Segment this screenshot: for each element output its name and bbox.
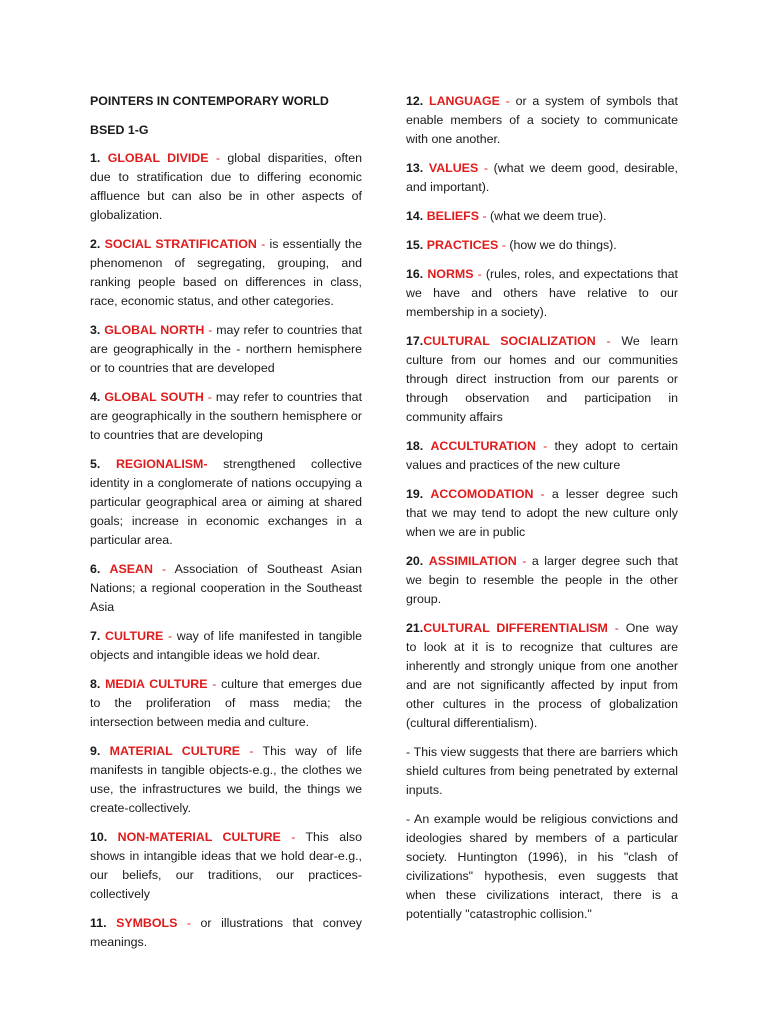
entry-number: 14. [406,209,424,223]
left-entry-list [90,149,362,952]
term-entry [406,332,678,427]
entry-number: 11. [90,916,107,930]
entry-number: 15. [406,238,424,252]
entry-number: 7. [90,629,101,643]
term-entry [90,675,362,732]
term-entry [406,437,678,475]
entry-definition: (how we do things). [509,238,617,252]
explanation-paragraph: - An example would be religious convictions and ideologies shared by members of a particular society. Huntington (1996), in his "clash of civilizations" hypothesis, even suggests that when these civilizations interact, there is a potentially "catastrophic collision." [406,812,678,921]
term-entry [90,235,362,311]
entry-term: GLOBAL NORTH [104,323,205,337]
entry-number: 12. [406,94,424,108]
entry-definition: One way to look at it is to recognize that cultures are inherently and strongly unique from one another and are not significantly affected by input from other cultures in the process of globalization (cultural differentialism). [406,621,678,730]
term-entry [90,914,362,952]
entry-number: 4. [90,390,101,404]
section-label: BSED 1-G [90,123,149,137]
entry-number: 16. [406,267,424,281]
entry-term: LANGUAGE [429,94,500,108]
entry-definition: culture that emerges due to the proliferation of mass media; the intersection between media and culture. [90,677,362,729]
entry-definition: (rules, roles, and expectations that we have and others have relative to our membership in a society). [406,267,678,319]
entry-term: NON-MATERIAL CULTURE [117,830,281,844]
entry-separator: - [473,267,486,281]
entry-number: 6. [90,562,101,576]
entry-separator: - [516,554,532,568]
term-entry [406,159,678,197]
term-entry [90,742,362,818]
entry-separator: - [204,323,217,337]
term-entry [406,485,678,542]
entry-term: CULTURAL DIFFERENTIALISM [423,621,608,635]
entry-number: 5. [90,457,101,471]
term-entry [90,321,362,378]
entry-separator: - [152,562,175,576]
entry-term: GLOBAL DIVIDE [107,151,209,165]
term-entry [90,455,362,550]
entry-definition: may refer to countries that are geographically in the southern hemisphere or to countries that are developing [90,390,363,442]
entry-number: 9. [90,744,101,758]
entry-term: PRACTICES [426,238,499,252]
explanation-paragraph: - This view suggests that there are barriers which shield cultures from being penetrated by external inputs. [406,745,678,797]
term-entry [90,149,362,225]
entry-separator: - [177,916,201,930]
term-entry [90,627,362,665]
entry-term: NORMS [427,267,474,281]
entry-definition: they adopt to certain values and practices of the new culture [406,439,679,472]
entry-separator: - [498,238,510,252]
right-paragraph-list [406,743,678,924]
entry-number: 13. [406,161,424,175]
entry-definition: a lesser degree such that we may tend to adopt the new culture only when we are in public [406,487,678,539]
entry-separator: - [595,334,622,348]
entry-definition: way of life manifested in tangible objects and intangible ideas we hold dear. [90,629,362,662]
entry-definition: This way of life manifests in tangible objects-e.g., the clothes we use, the infrastructures we build, the things we create-collectively. [90,744,362,815]
entry-separator: - [479,209,491,223]
term-entry [406,236,678,255]
entry-separator: - [208,151,228,165]
term-entry [90,560,362,617]
entry-term: ACCOMODATION [430,487,534,501]
entry-term: REGIONALISM- [115,457,208,471]
entry-number: 18. [406,439,424,453]
entry-term: SOCIAL STRATIFICATION [104,237,257,251]
entry-separator: - [240,744,263,758]
term-entry [406,552,678,609]
left-column [90,92,362,962]
entry-term: MATERIAL CULTURE [109,744,241,758]
entry-definition: may refer to countries that are geographically in the - northern hemisphere or to countries that are developed [90,323,362,375]
entry-number: 21. [406,621,424,635]
entry-term: GLOBAL SOUTH [104,390,204,404]
entry-term: CULTURAL SOCIALIZATION [423,334,596,348]
entry-definition: strengthened collective identity in a conglomerate of nations occupying a particular geographical area or aiming at shared goals; increase in economic exchanges in a particular area. [90,457,362,547]
entry-separator [208,457,224,471]
entry-separator: - [280,830,306,844]
right-column [406,92,678,934]
entry-definition: Association of Southeast Asian Nations; a regional cooperation in the Southeast Asia [90,562,362,614]
entry-separator: - [499,94,516,108]
entry-separator: - [607,621,626,635]
entry-definition: (what we deem true). [490,209,607,223]
entry-number: 8. [90,677,101,691]
entry-number: 2. [90,237,101,251]
entry-term: ACCULTURATION [430,439,536,453]
entry-term: SYMBOLS [116,916,178,930]
entry-separator: - [533,487,552,501]
entry-number: 3. [90,323,101,337]
document-title: POINTERS IN CONTEMPORARY WORLD [90,94,329,108]
term-entry [406,265,678,322]
entry-term: ASEAN [109,562,153,576]
entry-term: BELIEFS [426,209,480,223]
term-entry [90,828,362,904]
entry-number: 1. [90,151,101,165]
entry-separator: - [256,237,270,251]
entry-term: MEDIA CULTURE [105,677,208,691]
entry-separator: - [535,439,555,453]
entry-term: CULTURE [105,629,164,643]
entry-number: 19. [406,487,424,501]
term-entry [406,92,678,149]
entry-separator: - [207,677,222,691]
entry-term: ASSIMILATION [428,554,517,568]
entry-definition: (what we deem good, desirable, and important). [406,161,678,194]
entry-definition: global disparities, often due to stratification due to differing economic affluence but can also be in other aspects of globalization. [90,151,362,222]
entry-definition: or illustrations that convey meanings. [90,916,363,949]
right-entry-list [406,92,678,733]
term-entry [90,388,362,445]
entry-separator: - [163,629,177,643]
entry-separator: - [478,161,494,175]
entry-definition: We learn culture from our homes and our communities through direct instruction from our parents or through observation and participation in community affairs [406,334,678,424]
term-entry [406,619,678,733]
term-entry [406,207,678,226]
entry-definition: or a system of symbols that enable members of a society to communicate with one another. [406,94,678,146]
entry-term: VALUES [428,161,479,175]
entry-number: 20. [406,554,424,568]
entry-definition: This also shows in intangible ideas that we hold dear-e.g., our beliefs, our traditions, our practices-collectively [90,830,362,901]
entry-number: 17. [406,334,424,348]
entry-definition: a larger degree such that we begin to resemble the people in the other group. [406,554,679,606]
entry-number: 10. [90,830,108,844]
entry-separator: - [203,390,216,404]
entry-definition: is essentially the phenomenon of segregating, grouping, and ranking people based on differences in class, race, economic status, and other categories. [90,237,362,308]
